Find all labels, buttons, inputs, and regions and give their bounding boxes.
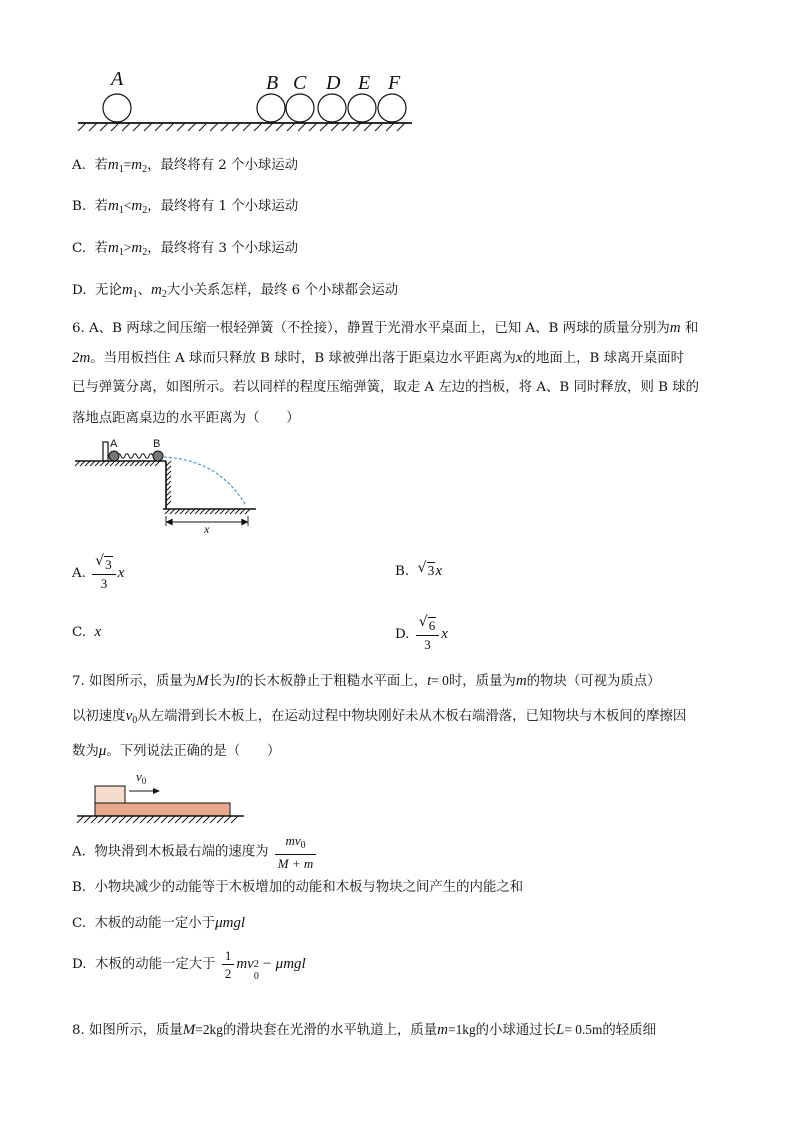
- ground-hatch: [119, 816, 126, 823]
- ground-hatch: [265, 123, 273, 131]
- ground-hatch: [175, 816, 182, 823]
- ground-hatch: [155, 123, 163, 131]
- ground-hatch: [221, 123, 229, 131]
- q6-stem-line-4: 落地点距离桌边的水平距离为（ ）: [72, 411, 300, 426]
- ground-hatch: [331, 123, 339, 131]
- label-e: E: [358, 72, 371, 94]
- figure-spring-table: [70, 436, 270, 538]
- ground-hatch: [342, 123, 350, 131]
- q6-option-c: C. x: [72, 624, 102, 640]
- q7-option-d: D. 木板的动能一定大于 $\frac{1}{2}$ mv 2 0 − μmgl: [72, 948, 306, 982]
- ground-hatch: [111, 123, 119, 131]
- q6-stem-line-1: 6. A、B 两球之间压缩一根轻弹簧（不拴接），静置于光滑水平桌面上，已知 A、B 两球的质量分别为m 和: [72, 320, 699, 336]
- ground-hatch: [386, 123, 394, 131]
- ball-c: [286, 94, 314, 122]
- ground-hatch: [84, 816, 91, 823]
- ground-hatch: [210, 816, 217, 823]
- ground-hatch: [140, 816, 147, 823]
- ground-hatch: [287, 123, 295, 131]
- label-b: B: [266, 72, 279, 94]
- ground-hatch: [144, 123, 152, 131]
- ground-hatch: [147, 816, 154, 823]
- q6-stem-line-2: 2m。当用板挡住 A 球而只释放 B 球时，B 球被弹出落于距桌边水平距离为x的地面上，B 球离开桌面时: [72, 350, 684, 366]
- ground-hatch: [231, 816, 238, 823]
- ground-hatch: [126, 816, 133, 823]
- ground-hatch: [196, 816, 203, 823]
- stopper-board: [103, 442, 108, 461]
- ground-hatch: [189, 816, 196, 823]
- ball-a: [103, 94, 131, 122]
- ground-hatch: [168, 816, 175, 823]
- small-block: [95, 786, 125, 803]
- ball-b: [257, 94, 285, 122]
- ground-hatch: [276, 123, 284, 131]
- label-f: F: [388, 72, 401, 94]
- ground-hatch: [105, 816, 112, 823]
- ground-hatch: [298, 123, 306, 131]
- figure-block-on-board: [72, 765, 252, 829]
- ground-hatch: [188, 123, 196, 131]
- ground-hatch: [375, 123, 383, 131]
- ball-f: [378, 94, 406, 122]
- velocity-label: $v_0$: [136, 769, 147, 786]
- ball-a: [109, 451, 119, 461]
- ground-hatch: [210, 123, 218, 131]
- ground-hatch: [224, 816, 231, 823]
- q6-option-a: A. √ 3 3 x: [72, 552, 125, 591]
- label-a: A: [111, 68, 124, 90]
- label-a: A: [110, 438, 118, 450]
- ground-hatch: [78, 123, 86, 131]
- ground-hatch: [133, 816, 140, 823]
- ground-hatch: [199, 123, 207, 131]
- ground-hatch: [154, 816, 161, 823]
- ground-hatch: [177, 123, 185, 131]
- q7-option-b: B. 小物块减少的动能等于木板增加的动能和木板与物块之间产生的内能之和: [72, 880, 524, 895]
- ground-hatch: [161, 816, 168, 823]
- q7-stem-line-1: 7. 如图所示，质量为M长为l的长木板静止于粗糙水平面上，t= 0时，质量为m的物块（可视为质点）: [72, 673, 661, 689]
- ground-hatch: [182, 816, 189, 823]
- label-x: x: [204, 522, 210, 536]
- q7-option-a: A. 物块滑到木板最右端的速度为 $\frac{mv_0}{M + m}$: [72, 832, 318, 872]
- label-c: C: [293, 72, 307, 94]
- q5-option-b: B. 若$m_1<m_2$，最终将有 1 个小球运动: [72, 198, 299, 216]
- ground-hatch: [243, 123, 251, 131]
- ground-hatch: [309, 123, 317, 131]
- ball-b: [153, 451, 163, 461]
- q5-option-a: A. 若$m_1=m_2$，最终将有 2 个小球运动: [72, 157, 299, 175]
- ground-hatch: [203, 816, 210, 823]
- ground-hatch: [320, 123, 328, 131]
- q8-stem-line-1: 8. 如图所示，质量M=2kg的滑块套在光滑的水平轨道上，质量m=1kg的小球通过长L= 0.5m的轻质细: [72, 1022, 656, 1038]
- ground-hatch: [100, 123, 108, 131]
- q5-option-d: D. 无论$m_1$、$m_2$大小关系怎样，最终 6 个小球都会运动: [72, 282, 399, 300]
- ground-hatch: [89, 123, 97, 131]
- ground-hatch: [122, 123, 130, 131]
- q6-option-d: D. √ 6 3 x: [395, 613, 448, 652]
- spring: [117, 454, 157, 459]
- q7-option-c: C. 木板的动能一定小于μmgl: [72, 915, 246, 931]
- figure-balls-on-ground: [70, 62, 420, 132]
- ground-hatch: [397, 123, 405, 131]
- ground-hatch: [217, 816, 224, 823]
- ground-hatch: [77, 816, 84, 823]
- trajectory: [164, 457, 246, 506]
- label-b: B: [153, 438, 161, 450]
- ground-hatch: [166, 123, 174, 131]
- q6-option-b: B. √ 3x: [395, 560, 442, 579]
- ground-hatch: [112, 816, 119, 823]
- q6-stem-line-3: 已与弹簧分离，如图所示。若以同样的程度压缩弹簧，取走 A 左边的挡板，将 A、B 同时释放，则 B 球的: [72, 380, 699, 395]
- long-board: [95, 803, 230, 816]
- ground-hatch: [133, 123, 141, 131]
- ground-hatch: [91, 816, 98, 823]
- q7-stem-line-3: 数为μ。下列说法正确的是（ ）: [72, 743, 281, 759]
- q7-stem-line-2: 以初速度$v_0$从左端滑到长木板上，在运动过程中物块刚好未从木板右端滑落，已知物块与木板间的摩擦因: [72, 708, 687, 726]
- ground-hatch: [98, 816, 105, 823]
- ball-d: [318, 94, 346, 122]
- ground-hatch: [353, 123, 361, 131]
- q5-option-c: C. 若$m_1>m_2$，最终将有 3 个小球运动: [72, 240, 299, 258]
- ground-hatch: [254, 123, 262, 131]
- label-d: D: [326, 72, 341, 94]
- ball-e: [348, 94, 376, 122]
- ground-hatch: [364, 123, 372, 131]
- ground-hatch: [232, 123, 240, 131]
